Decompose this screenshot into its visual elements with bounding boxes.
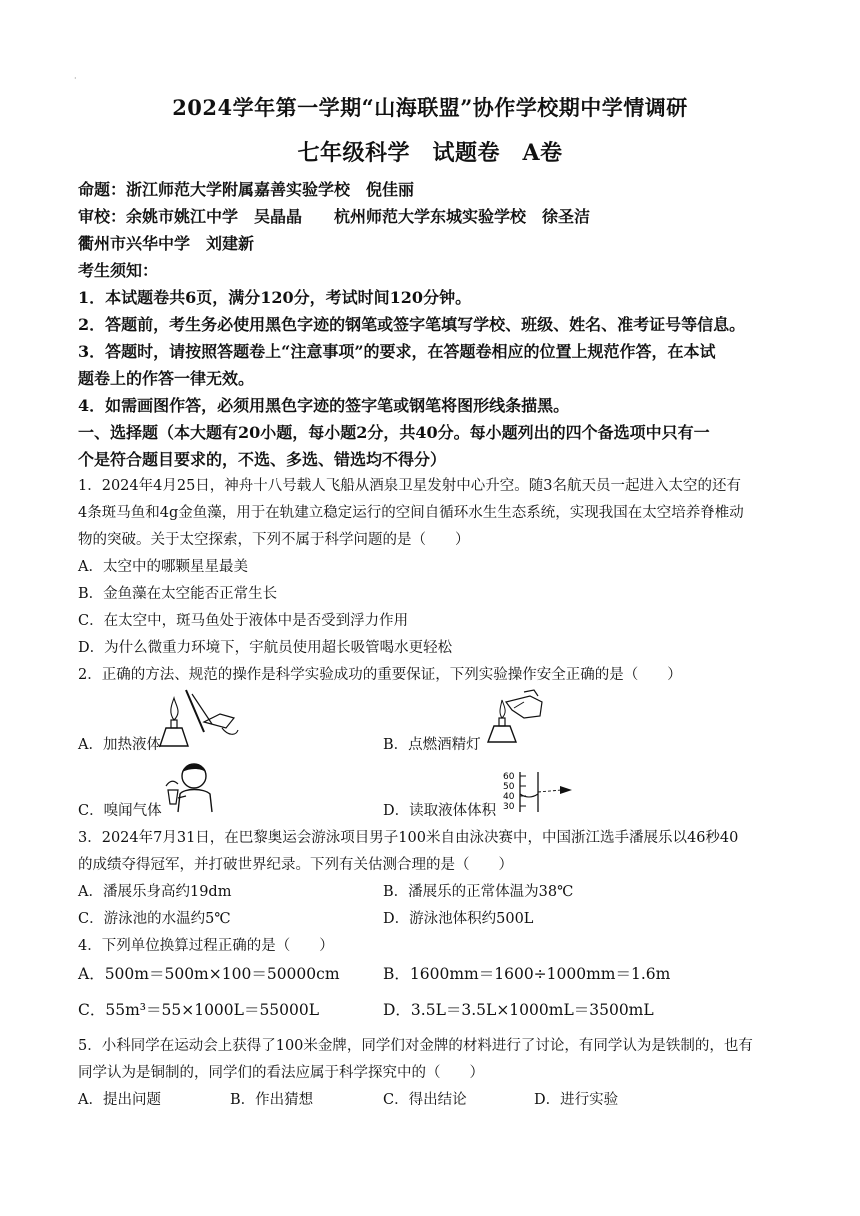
notice-heading: 考生须知： <box>78 261 159 280</box>
notice-item-3-cont: 题卷上的作答一律无效。 <box>78 369 255 388</box>
q5-stem-2: 同学认为是铜制的，同学们的看法应属于科学探究中的（ ） <box>78 1065 484 1081</box>
notice-item-4: 4．如需画图作答，必须用黑色字迹的签字笔或钢笔将图形线条描黑。 <box>78 396 570 415</box>
q5-stem-1: 5．小科同学在运动会上获得了100米金牌，同学们对金牌的材料进行了讨论，有同学认为是铁制的，也有 <box>78 1038 753 1054</box>
q2-option-a: A．加热液体 <box>78 737 161 753</box>
scale-tick-50: 50 <box>503 782 515 792</box>
heating-liquid-illustration <box>152 688 240 750</box>
q2-stem: 2．正确的方法、规范的操作是科学实验成功的重要保证，下列实验操作安全正确的是（ ） <box>78 667 682 683</box>
q3-option-b: B．潘展乐的正常体温为38℃ <box>383 884 574 900</box>
q5-option-a: A．提出问题 <box>78 1092 161 1108</box>
q4-stem: 4．下列单位换算过程正确的是（ ） <box>78 938 334 954</box>
q1-stem-1: 1．2024年4月25日，神舟十八号载人飞船从酒泉卫星发射中心升空。随3名航天员一起进入太空的还有 <box>78 478 742 494</box>
lighting-lamp-illustration <box>484 688 548 746</box>
exam-title: 2024学年第一学期“山海联盟”协作学校期中学情调研 <box>172 95 688 120</box>
exam-subtitle: 七年级科学 试题卷 A卷 <box>297 140 563 166</box>
notice-item-3: 3．答题时，请按照答题卷上“注意事项”的要求，在答题卷相应的位置上规范作答，在本试 <box>78 342 716 361</box>
notice-item-2: 2．答题前，考生务必使用黑色字迹的钢笔或签字笔填写学校、班级、姓名、准考证号等信息。 <box>78 315 746 334</box>
q3-option-c: C．游泳池的水温约5℃ <box>78 911 231 927</box>
scale-tick-30: 30 <box>503 802 515 812</box>
author-line-1: 命题：浙江师范大学附属嘉善实验学校 倪佳丽 <box>78 180 415 199</box>
q1-option-b: B．金鱼藻在太空能否正常生长 <box>78 586 278 602</box>
author-line-3: 衢州市兴华中学 刘建新 <box>78 234 255 253</box>
q4-option-a: A．500m＝500m×100＝50000cm <box>78 965 340 983</box>
notice-item-1: 1．本试题卷共6页，满分120分，考试时间120分钟。 <box>78 288 472 307</box>
q3-option-d: D．游泳池体积约500L <box>383 911 534 927</box>
scale-tick-60: 60 <box>503 772 515 782</box>
corner-mark: · <box>74 74 77 83</box>
q1-stem-3: 物的突破。关于太空探索，下列不属于科学问题的是（ ） <box>78 532 470 548</box>
q3-option-a: A．潘展乐身高约19dm <box>78 884 232 900</box>
q4-option-c: C．55m³＝55×1000L＝55000L <box>78 1001 320 1019</box>
q1-option-a: A．太空中的哪颗星星最美 <box>78 559 248 575</box>
q5-option-b: B．作出猜想 <box>230 1092 314 1108</box>
q2-option-d: D．读取液体体积 <box>383 803 497 819</box>
q4-option-d: D．3.5L＝3.5L×1000mL＝3500mL <box>383 1001 654 1019</box>
section-heading: 一、选择题（本大题有20小题，每小题2分，共40分。每小题列出的四个备选项中只有一 <box>78 423 710 442</box>
q1-option-c: C．在太空中，斑马鱼处于液体中是否受到浮力作用 <box>78 613 409 629</box>
q2-option-c: C．嗅闻气体 <box>78 803 162 819</box>
measuring-cylinder-illustration <box>502 770 574 812</box>
q2-option-b: B．点燃酒精灯 <box>383 737 481 753</box>
q1-option-d: D．为什么微重力环境下，宇航员使用超长吸管喝水更轻松 <box>78 640 453 656</box>
section-heading-cont: 个是符合题目要求的，不选、多选、错选均不得分） <box>78 450 447 469</box>
smelling-gas-illustration <box>160 760 216 814</box>
q3-stem-2: 的成绩夺得冠军，并打破世界纪录。下列有关估测合理的是（ ） <box>78 857 513 873</box>
q5-option-d: D．进行实验 <box>534 1092 619 1108</box>
author-line-2: 审校：余姚市姚江中学 吴晶晶 杭州师范大学东城实验学校 徐圣洁 <box>78 207 591 226</box>
q5-option-c: C．得出结论 <box>383 1092 467 1108</box>
q3-stem-1: 3．2024年7月31日，在巴黎奥运会游泳项目男子100米自由泳决赛中，中国浙江选手潘展乐以46秒40 <box>78 830 739 846</box>
q4-option-b: B．1600mm＝1600÷1000mm＝1.6m <box>383 965 671 983</box>
q1-stem-2: 4条斑马鱼和4g金鱼藻，用于在轨建立稳定运行的空间自循环水生生态系统，实现我国在太空培养脊椎动 <box>78 505 744 521</box>
scale-tick-40: 40 <box>503 792 515 802</box>
